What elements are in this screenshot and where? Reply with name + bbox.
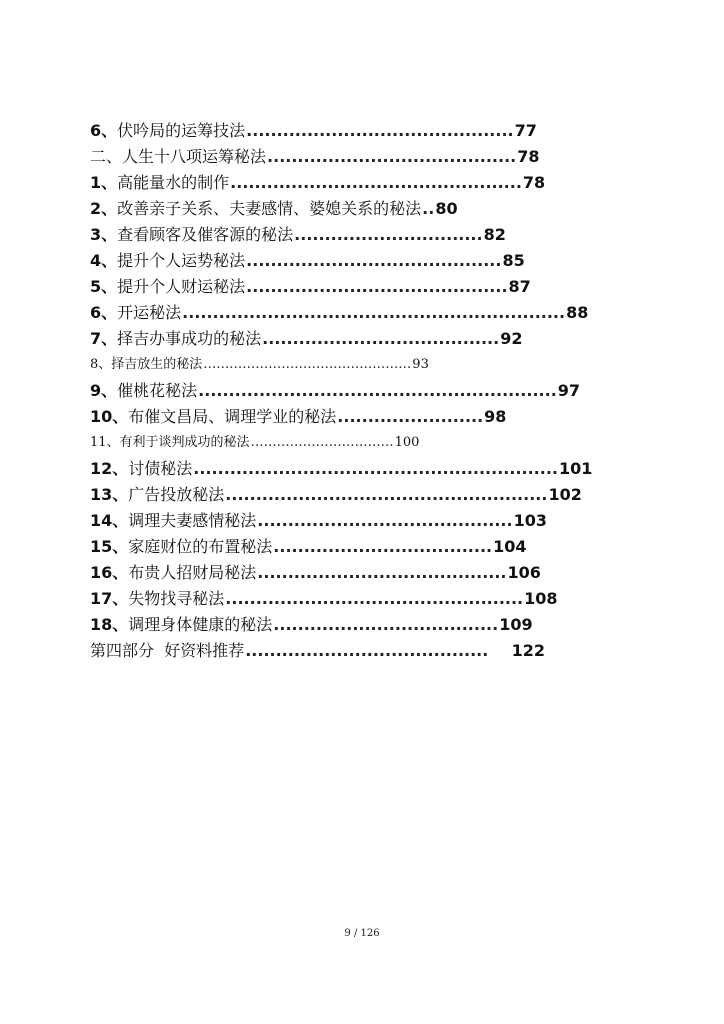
toc-entry-number: 11、: [90, 435, 120, 450]
toc-entry-leader: …………………………………………: [203, 357, 412, 372]
toc-entry-number: 14、: [90, 511, 129, 530]
toc-entry: [90, 482, 582, 508]
toc-entry: [90, 586, 558, 612]
toc-entry-number: 1、: [90, 173, 118, 192]
toc-entry-page: 78: [517, 147, 540, 166]
toc-entry-number: 第四部分: [90, 641, 155, 660]
toc-entry-leader: ................................................: [230, 173, 522, 192]
toc-entry: [90, 274, 531, 300]
toc-entry: [90, 300, 589, 326]
toc-entry: [90, 196, 520, 222]
toc-entry-title: 布催文昌局、调理学业的秘法: [128, 407, 337, 426]
toc-entry-title: 提升个人运势秘法: [117, 251, 246, 270]
toc-entry-page: 104: [493, 537, 527, 556]
toc-entry-page: 102: [548, 485, 582, 504]
toc-entry-title: 好资料推荐: [154, 641, 245, 660]
toc-entry-page: 122: [489, 641, 546, 660]
toc-entry-page: 82: [483, 225, 506, 244]
toc-entry-page: 108: [524, 589, 558, 608]
toc-entry-title: 伏吟局的运筹技法: [117, 121, 246, 140]
toc-entry: [90, 222, 520, 248]
toc-entry-page: 92: [500, 329, 523, 348]
toc-entry-leader: ...............................: [294, 225, 483, 244]
toc-entry-leader: ....................................: [273, 537, 493, 556]
toc-entry: [90, 430, 520, 456]
toc-entry: [90, 404, 520, 430]
toc-entry-number: 17、: [90, 589, 129, 608]
toc-entry-leader: ...........................................................: [198, 381, 557, 400]
toc-entry-title: 催桃花秘法: [117, 381, 198, 400]
toc-entry: [90, 248, 525, 274]
toc-entry-page: 87: [508, 277, 531, 296]
toc-entry: [90, 326, 523, 352]
toc-entry-leader: ............................................: [246, 121, 514, 140]
toc-entry-page: 109: [499, 615, 533, 634]
toc-entry-number: 9、: [90, 381, 118, 400]
toc-entry-page: 80: [435, 199, 458, 218]
toc-entry-part: [90, 638, 546, 664]
toc-entry-page: 88: [566, 303, 589, 322]
toc-entry-leader: ...........................................: [246, 277, 508, 296]
toc-entry-number: 6、: [90, 303, 118, 322]
toc-entry-page: 97: [557, 381, 581, 400]
toc-entry-number: 12、: [90, 459, 129, 478]
toc-entry: [90, 170, 546, 196]
toc-entry-leader: ..........................................: [246, 251, 502, 270]
toc-entry-title: 有利于谈判成功的秘法: [119, 435, 250, 450]
toc-entry-title: 提升个人财运秘法: [117, 277, 246, 296]
toc-entry-leader: ........................................: [245, 641, 489, 660]
toc-entry-number: 6、: [90, 121, 118, 140]
toc-entry: [90, 534, 527, 560]
toc-entry-title: 讨债秘法: [128, 459, 193, 478]
toc-entry-title: 查看顾客及催客源的秘法: [117, 225, 294, 244]
toc-entry-page: 98: [484, 407, 507, 426]
toc-entry-leader: ..: [422, 199, 435, 218]
toc-entry-title: 择吉办事成功的秘法: [117, 329, 262, 348]
toc-entry-number: 18、: [90, 615, 129, 634]
toc-entry-leader: .....................................: [273, 615, 499, 634]
toc-entry-number: 10、: [90, 407, 129, 426]
toc-entry-page: 101: [558, 459, 593, 478]
toc-entry-number: 16、: [90, 563, 129, 582]
toc-entry-number: 5、: [90, 277, 118, 296]
toc-entry-title: 高能量水的制作: [117, 173, 230, 192]
toc-entry-leader: ..........................................: [257, 511, 513, 530]
toc-entry: [90, 378, 581, 404]
toc-entry-page: 100: [394, 435, 420, 450]
toc-entry: [90, 456, 593, 482]
toc-entry-title: 开运秘法: [117, 303, 182, 322]
toc-entry-page: 77: [514, 121, 537, 140]
toc-entry-page: 106: [507, 563, 541, 582]
toc-entry-leader: .........................................: [257, 563, 507, 582]
toc-entry-title: 人生十八项运筹秘法: [122, 147, 267, 166]
toc-entry-leader: .....................................................: [225, 485, 548, 504]
toc-entry-number: 二、: [90, 147, 123, 166]
toc-entry-leader: .................................................: [225, 589, 524, 608]
toc-entry-leader: .......................................: [262, 329, 500, 348]
toc-entry-number: 8、: [90, 357, 112, 372]
toc-entry-number: 3、: [90, 225, 118, 244]
toc-entry-page: 103: [513, 511, 547, 530]
toc-entry-number: 13、: [90, 485, 129, 504]
toc-entry: [90, 118, 537, 144]
toc-entry: [90, 352, 520, 378]
page-indicator: 9 / 126: [344, 928, 380, 939]
toc-entry-leader: ........................: [337, 407, 484, 426]
toc-entry-number: 2、: [90, 199, 118, 218]
toc-entry-title: 布贵人招财局秘法: [128, 563, 257, 582]
toc-entry-title: 失物找寻秘法: [128, 589, 225, 608]
toc-entry-number: 4、: [90, 251, 118, 270]
toc-entry-page: 78: [522, 173, 546, 192]
toc-entry: [90, 508, 547, 534]
toc-entry-title: 择吉放生的秘法: [111, 357, 203, 372]
toc-entry: [90, 144, 540, 170]
toc-entry-leader: .........................................: [267, 147, 517, 166]
toc-entry-title: 调理身体健康的秘法: [128, 615, 273, 634]
toc-entry-leader: ...............................................................: [182, 303, 566, 322]
toc-entry-number: 7、: [90, 329, 118, 348]
toc-entry-leader: ……………………………: [250, 435, 394, 450]
toc-entry-leader: ............................................................: [193, 459, 558, 478]
toc-entry: [90, 560, 541, 586]
toc-entry-title: 家庭财位的布置秘法: [128, 537, 273, 556]
toc-entry: [90, 612, 533, 638]
toc-entry-title: 调理夫妻感情秘法: [128, 511, 257, 530]
toc-entry-title: 改善亲子关系、夫妻感情、婆媳关系的秘法: [117, 199, 422, 218]
table-of-contents: [90, 118, 593, 664]
toc-entry-title: 广告投放秘法: [128, 485, 225, 504]
toc-entry-page: 85: [502, 251, 525, 270]
toc-entry-number: 15、: [90, 537, 129, 556]
toc-entry-page: 93: [412, 357, 429, 372]
